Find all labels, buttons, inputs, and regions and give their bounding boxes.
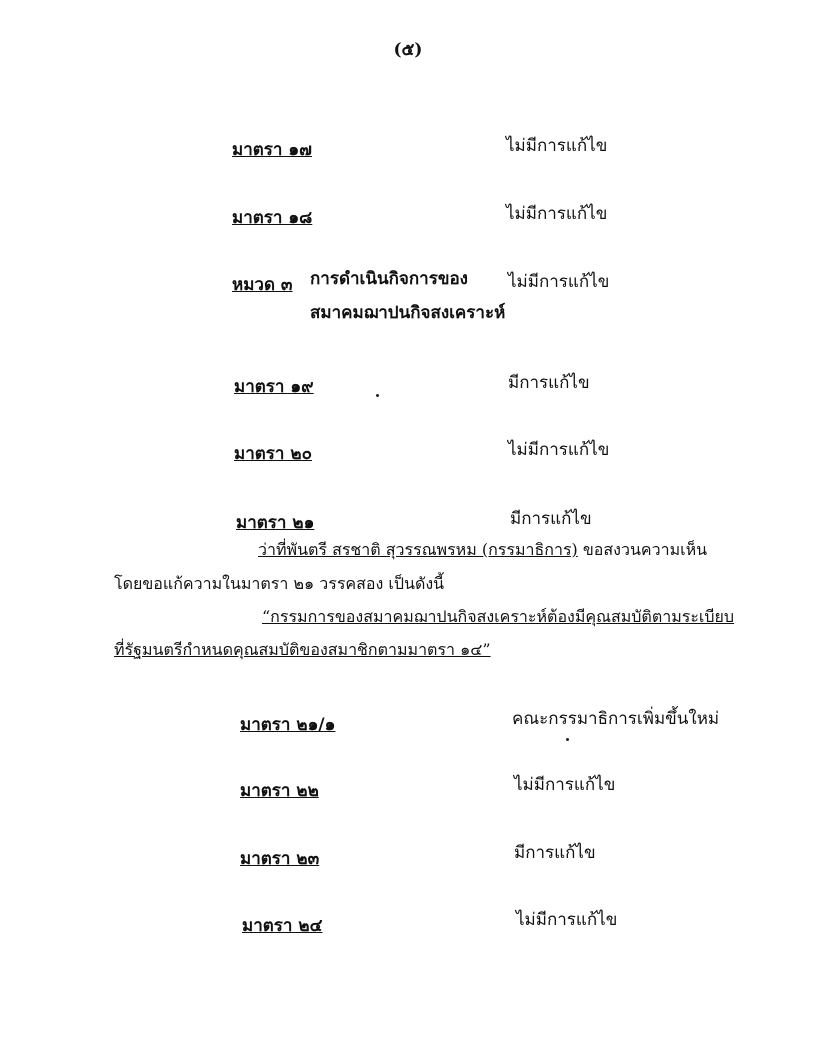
chapter-label: หมวด ๓ bbox=[232, 275, 293, 295]
reservation-speaker: ว่าที่พันตรี สรชาติ สุวรรณพรหม (กรรมาธิการ) bbox=[258, 540, 578, 559]
scan-speck bbox=[376, 394, 379, 397]
section-label-21: มาตรา ๒๑ bbox=[236, 513, 315, 533]
reservation-line-1-rest: ขอสงวนความเห็น bbox=[577, 540, 708, 559]
scan-speck bbox=[566, 738, 569, 741]
section-status-21-1: คณะกรรมาธิการเพิ่มขึ้นใหม่ bbox=[512, 709, 720, 729]
section-label-23: มาตรา ๒๓ bbox=[240, 849, 320, 869]
section-status-17: ไม่มีการแก้ไข bbox=[506, 136, 608, 156]
chapter-status: ไม่มีการแก้ไข bbox=[508, 272, 610, 292]
section-status-20: ไม่มีการแก้ไข bbox=[508, 440, 610, 460]
chapter-title bbox=[310, 262, 505, 330]
reservation-line-1 bbox=[258, 538, 707, 563]
reservation-quote-line-2: ที่รัฐมนตรีกำหนดคุณสมบัติของสมาชิกตามมาตรา ๑๔” bbox=[114, 640, 491, 659]
section-label-18: มาตรา ๑๘ bbox=[232, 208, 313, 228]
section-status-21: มีการแก้ไข bbox=[510, 509, 592, 529]
section-label-17: มาตรา ๑๗ bbox=[232, 140, 312, 160]
section-status-23: มีการแก้ไข bbox=[514, 843, 596, 863]
page-number: (๕) bbox=[393, 40, 423, 60]
reservation-quote-line-1: “กรรมการของสมาคมฌาปนกิจสงเคราะห์ต้องมีคุณสมบัติตามระเบียบ bbox=[262, 607, 735, 626]
chapter-title-line-2: สมาคมฌาปนกิจสงเคราะห์ bbox=[310, 303, 506, 323]
section-status-19: มีการแก้ไข bbox=[508, 373, 590, 393]
chapter-title-line-1: การดำเนินกิจการของ bbox=[310, 269, 468, 289]
section-label-20: มาตรา ๒๐ bbox=[234, 444, 312, 464]
section-label-22: มาตรา ๒๒ bbox=[240, 781, 319, 801]
section-status-22: ไม่มีการแก้ไข bbox=[514, 775, 616, 795]
reservation-line-2: โดยขอแก้ความในมาตรา ๒๑ วรรคสอง เป็นดังนี้ bbox=[114, 574, 445, 593]
section-label-24: มาตรา ๒๔ bbox=[242, 916, 323, 936]
section-status-24: ไม่มีการแก้ไข bbox=[516, 910, 618, 930]
section-status-18: ไม่มีการแก้ไข bbox=[506, 204, 608, 224]
section-label-19: มาตรา ๑๙ bbox=[234, 377, 314, 397]
section-label-21-1: มาตรา ๒๑/๑ bbox=[240, 715, 336, 735]
